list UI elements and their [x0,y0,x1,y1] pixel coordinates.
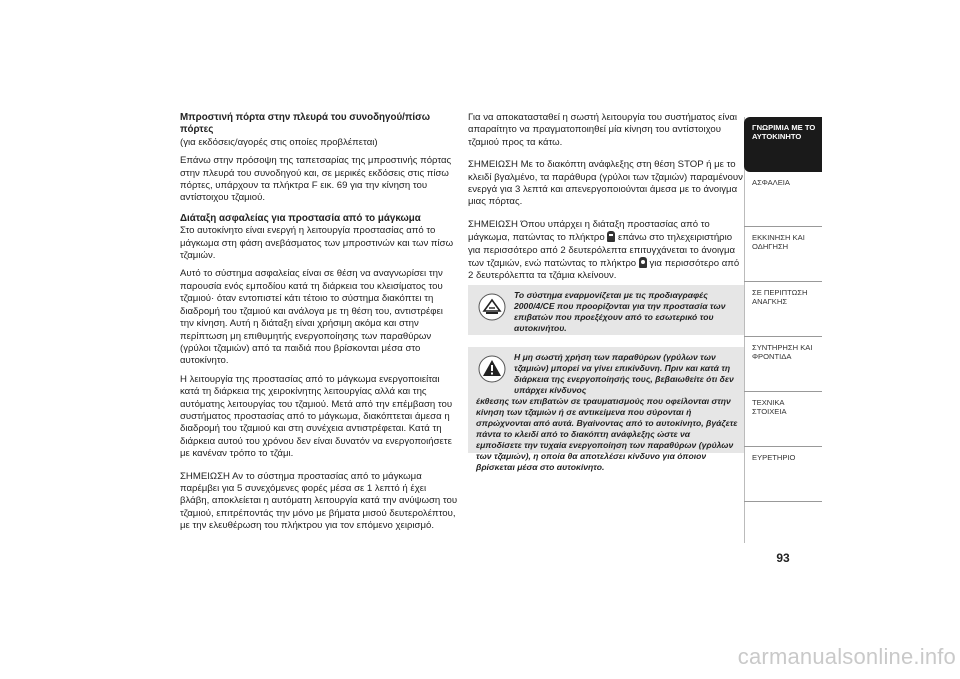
heading-sub-note: (για εκδόσεις/αγορές στις οποίες προβλέπεται) [180,136,378,148]
heading-anti-pinch: Διάταξη ασφαλείας για προστασία από το μάγκωμα [180,212,421,224]
watermark: carmanualsonline.info [737,644,956,669]
warning-text-1: Η μη σωστή χρήση των παραθύρων (γρύλων των τζαμιών) μπορεί να γίνει επικίνδυνη. Πριν και κατά τη διάρκεια της ενεργοποίησής τους, βεβαιωθείτε ότι δεν υπάρχει κίνδυνος [514,352,734,395]
warning-triangle-icon [478,355,506,383]
paragraph-note-remote [468,219,746,283]
directive-symbol-icon [478,293,506,321]
tab-index[interactable]: ΕΥΡΕΤΗΡΙΟ [744,447,822,502]
left-column [180,112,458,539]
notice-box [468,285,744,335]
page-number: 93 [776,551,790,565]
warning-box [468,347,744,472]
note-remote-part-1: ΣΗΜΕΙΩΣΗ Όπου υπάρχει η διάταξη προστασίας από το μάγκωμα, πατώντας το πλήκτρο [468,218,710,244]
paragraph-note-ignition: ΣΗΜΕΙΩΣΗ Με το διακόπτη ανάφλεξης στη θέση STOP ή με το κλειδί βγαλμένο, τα παράθυρα (γρύλοι των τζαμιών) παραμένουν ενεργά για 3 λεπτά και απενεργοποιούνται άμεσα με το άνοιγμα μιας πόρτας. [468,159,743,208]
tab-emergency[interactable]: ΣΕ ΠΕΡΙΠΤΩΣΗ ΑΝΑΓΚΗΣ [744,282,822,337]
notice-text: Το σύστημα εναρμονίζεται με τις προδιαγραφές 2000/4/CE που προορίζονται για την προστασία των επιβατών που προεξέχουν από το εσωτερικό του αυτοκινήτου. [514,290,726,333]
unlock-key-icon [607,231,615,242]
paragraph-door-buttons: Επάνω στην πρόσοψη της ταπετσαρίας της μπροστινής πόρτας στην πλευρά του συνοδηγού και, σε μερικές εκδόσεις στις πίσω πόρτες, υπάρχουν τα πλήκτρα F εικ. 69 για την κίνηση του αντίστοιχου τζαμιού. [180,155,452,204]
note-remote-part-2: επάνω στο τηλεχειριστήριο για περισσότερο από 2 δευτερόλεπτα επιτυγχάνεται το άνοιγμα των τζαμιών, ενώ πατώντας το πλήκτρο [468,232,736,270]
warning-text-2: έκθεσης των επιβατών σε τραυματισμούς που οφείλονται στην κίνηση των τζαμιών ή σε αντικείμενα που σύρονται ή σπρώχνονται από αυτά. Βγαίνοντας από το αυτοκίνητο, βγάζετε πάντα το κλειδί από το διακόπτη ανάφλεξης ώστε να εμποδίσετε την τυχαία ενεργοποίηση των παραθύρων (γρύλων των τζαμιών), η οποία θα αποτελέσει κίνδυνο για όποιον βρίσκεται μέσα στο αυτοκίνητο. [476,396,738,472]
heading-front-passenger-door: Μπροστινή πόρτα στην πλευρά του συνοδηγού/πίσω πόρτες [180,112,431,136]
tab-getting-to-know[interactable]: ΓΝΩΡΙΜΙΑ ΜΕ ΤΟ ΑΥΤΟΚΙΝΗΤΟ [744,117,822,172]
tab-technical-data[interactable]: ΤΕΧΝΙΚΑ ΣΤΟΙΧΕΙΑ [744,392,822,447]
note-remote-part-3: για περισσότερο από 2 δευτερόλεπτα τα τζάμια κλείνουν. [468,258,740,282]
tab-starting-driving[interactable]: ΕΚΚΙΝΗΣΗ ΚΑΙ ΟΔΗΓΗΣΗ [744,227,822,282]
paragraph-restore-function: Για να αποκατασταθεί η σωστή λειτουργία του συστήματος είναι απαραίτητο να πραγματοποιηθεί μία κίνηση του αντίστοιχου τζαμιού προς τα κάτω. [468,112,738,148]
tab-maintenance[interactable]: ΣΥΝΤΗΡΗΣΗ ΚΑΙ ΦΡΟΝΤΙΔΑ [744,337,822,392]
paragraph-anti-pinch-system: Αυτό το σύστημα ασφαλείας είναι σε θέση να αναγνωρίσει την παρουσία ενός εμποδίου κατά τη διάρκεια του κλεισίματος του τζαμιού· όταν εντοπιστεί κάτι τέτοιο το σύστημα διακόπτει τη διαδρομή του τζαμιού και ανάλογα με τη θέση του, αντιστρέφει την κίνηση. Αυτή η διάταξη είναι χρήσιμη ακόμα και στην περίπτωση μη επιθυμητής ενεργοποίησης των παραθύρων (γρύλοι τζαμιών) από τα παιδιά που βρίσκονται μέσα στο αυτοκίνητο. [180,268,443,367]
tab-safety[interactable]: ΑΣΦΑΛΕΙΑ [744,172,822,227]
lock-key-icon [639,257,647,268]
chapter-sidebar [744,117,822,502]
right-column [468,112,746,289]
paragraph-anti-pinch-active: Στο αυτοκίνητο είναι ενεργή η λειτουργία προστασίας από το μάγκωμα στη φάση ανεβάσματος των μπροστινών και των πίσω τζαμιών. [180,225,454,262]
paragraph-anti-pinch-operation: Η λειτουργία της προστασίας από το μάγκωμα ενεργοποιείται κατά τη διάρκεια της χειροκίνητης λειτουργίας αλλά και της αυτόματης λειτουργίας του τζαμιού. Μετά από την επέμβαση του συστήματος προστασίας από το μάγκωμα, διακόπτεται άμεσα η διαδρομή του τζαμιού και στη συνέχεια αντιστρέφεται. Κατά τη διάρκεια αυτού του χρόνου δεν είναι δυνατόν να ενεργοποιήσετε με κανέναν τρόπο το τζάμι. [180,373,453,460]
paragraph-note-anti-pinch: ΣΗΜΕΙΩΣΗ Αν το σύστημα προστασίας από το μάγκωμα παρέμβει για 5 συνεχόμενες φορές μέσα σε 1 λεπτό ή έχει βλάβη, αποκλείεται η αυτόματη λειτουργία κατά την ανύψωση του τζαμιού, επιτρέποντάς την μόνο με βήματα μισού δευτερολέπτου, με την ελευθέρωση του πλήκτρου για τον επόμενο χειρισμό. [180,470,458,532]
